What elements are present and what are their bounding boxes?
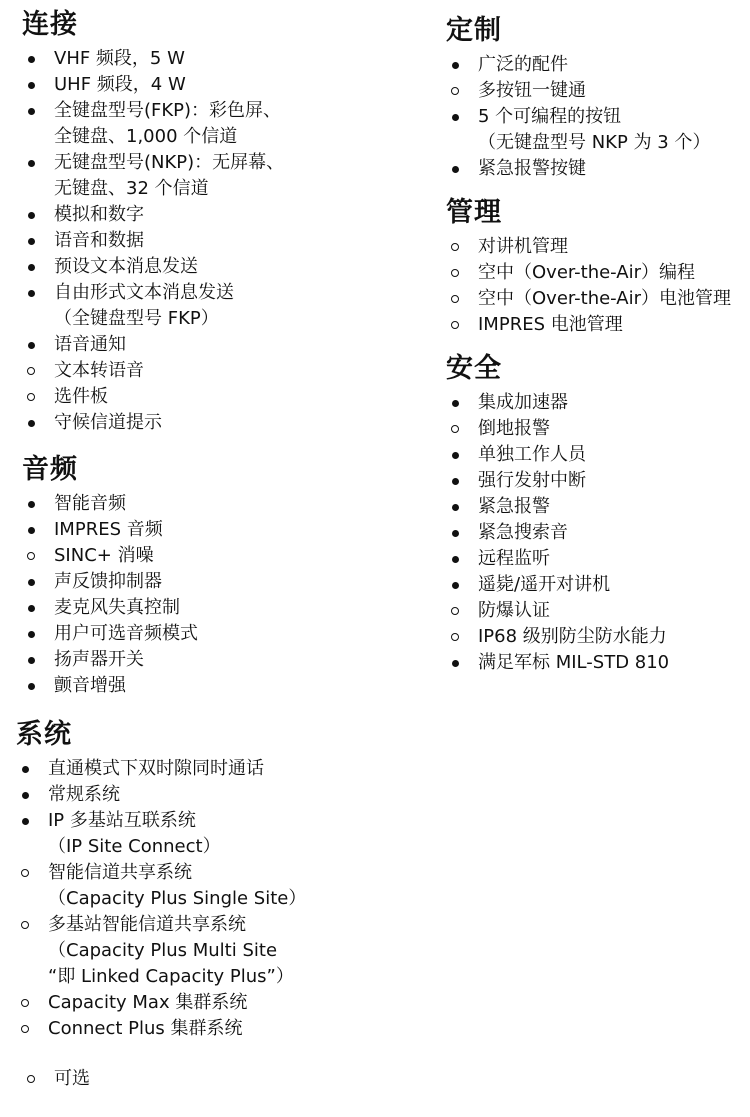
standard-bullet-icon (28, 342, 35, 349)
feature-text: （Capacity Plus Single Site） (48, 888, 307, 909)
section-title-safety: 安全 (446, 353, 502, 384)
feature-text: 扬声器开关 (54, 649, 144, 670)
feature-item (16, 756, 306, 782)
feature-text: 倒地报警 (478, 418, 550, 439)
standard-bullet-icon (452, 166, 459, 173)
optional-bullet-icon (27, 552, 35, 560)
feature-item (22, 410, 284, 436)
feature-item (22, 228, 284, 254)
feature-text: Connect Plus 集群系统 (48, 1018, 243, 1039)
standard-bullet-icon (452, 400, 459, 407)
feature-text: 语音和数据 (54, 230, 144, 251)
feature-item (16, 912, 306, 990)
feature-text: IP68 级别防尘防水能力 (478, 626, 667, 647)
feature-item (22, 72, 284, 98)
feature-item (22, 46, 284, 72)
optional-bullet-icon (451, 243, 459, 251)
standard-bullet-icon (28, 238, 35, 245)
feature-item (446, 104, 710, 156)
feature-text: 麦克风失真控制 (54, 597, 180, 618)
feature-text: 直通模式下双时隙同时通话 (48, 758, 264, 779)
feature-item (446, 156, 710, 182)
section-management (446, 196, 731, 338)
feature-item (22, 673, 198, 699)
standard-bullet-icon (28, 212, 35, 219)
feature-list (446, 390, 669, 676)
feature-text: 用户可选音频模式 (54, 623, 198, 644)
feature-text: 常规系统 (48, 784, 120, 805)
feature-item (446, 442, 669, 468)
feature-list (446, 52, 710, 182)
section-title-management: 管理 (446, 197, 502, 228)
feature-text: 强行发射中断 (478, 470, 586, 491)
feature-text: 智能音频 (54, 493, 126, 514)
feature-item (446, 286, 731, 312)
feature-item (446, 572, 669, 598)
feature-text: （全键盘型号 FKP） (54, 308, 219, 329)
optional-bullet-icon (27, 393, 35, 401)
feature-item (446, 546, 669, 572)
feature-text: 紧急报警 (478, 496, 550, 517)
standard-bullet-icon (28, 657, 35, 664)
feature-text: 满足军标 MIL-STD 810 (478, 652, 670, 673)
section-customization (446, 14, 710, 182)
feature-item (22, 332, 284, 358)
feature-text: Capacity Max 集群系统 (48, 992, 248, 1013)
standard-bullet-icon (28, 501, 35, 508)
feature-list (22, 46, 284, 436)
feature-item (446, 494, 669, 520)
feature-text: 声反馈抑制器 (54, 571, 162, 592)
feature-text: 单独工作人员 (478, 444, 586, 465)
section-title-connectivity: 连接 (22, 9, 78, 40)
standard-bullet-icon (28, 420, 35, 427)
section-system (16, 718, 306, 1042)
optional-bullet-icon (27, 1075, 35, 1083)
feature-text: 远程监听 (478, 548, 550, 569)
optional-bullet-icon (451, 295, 459, 303)
feature-text: 文本转语音 (54, 360, 144, 381)
feature-item (16, 860, 306, 912)
feature-text: 自由形式文本消息发送 (54, 282, 234, 303)
feature-item (446, 520, 669, 546)
standard-bullet-icon (28, 527, 35, 534)
optional-bullet-icon (451, 87, 459, 95)
feature-text: 紧急搜索音 (478, 522, 568, 543)
feature-item (446, 624, 669, 650)
standard-bullet-icon (452, 504, 459, 511)
standard-bullet-icon (22, 792, 29, 799)
standard-bullet-icon (22, 766, 29, 773)
feature-text: 守候信道提示 (54, 412, 162, 433)
feature-item (22, 491, 198, 517)
feature-item (16, 782, 306, 808)
feature-item (22, 543, 198, 569)
feature-list (446, 234, 731, 338)
feature-text: 无键盘、32 个信道 (54, 178, 209, 199)
feature-item (22, 150, 284, 202)
feature-text: （IP Site Connect） (48, 836, 221, 857)
feature-text: 多按钮一键通 (478, 80, 586, 101)
feature-item (446, 468, 669, 494)
optional-bullet-icon (21, 921, 29, 929)
feature-text: 智能信道共享系统 (48, 862, 192, 883)
feature-item (22, 98, 284, 150)
feature-item (16, 1016, 306, 1042)
standard-bullet-icon (28, 56, 35, 63)
feature-item (446, 650, 669, 676)
feature-text: IMPRES 电池管理 (478, 314, 623, 335)
section-connectivity (22, 8, 284, 436)
feature-text: 遥毙/遥开对讲机 (478, 574, 611, 595)
feature-text: SINC+ 消噪 (54, 545, 154, 566)
standard-bullet-icon (452, 530, 459, 537)
feature-item (22, 384, 284, 410)
standard-bullet-icon (28, 160, 35, 167)
standard-bullet-icon (452, 62, 459, 69)
feature-text: 无键盘型号(NKP)：无屏幕、 (54, 152, 285, 173)
section-title-audio: 音频 (22, 454, 78, 485)
feature-text: VHF 频段，5 W (54, 48, 185, 69)
standard-bullet-icon (452, 452, 459, 459)
feature-text: 5 个可编程的按钮 (478, 106, 622, 127)
standard-bullet-icon (452, 114, 459, 121)
feature-text: 多基站智能信道共享系统 (48, 914, 246, 935)
optional-bullet-icon (21, 869, 29, 877)
feature-text: 空中（Over-the-Air）电池管理 (478, 288, 731, 309)
standard-bullet-icon (28, 290, 35, 297)
section-title-customization: 定制 (446, 15, 502, 46)
standard-bullet-icon (28, 579, 35, 586)
standard-bullet-icon (28, 264, 35, 271)
feature-item (22, 254, 284, 280)
feature-list (16, 756, 306, 1042)
feature-item (16, 808, 306, 860)
feature-text: 广泛的配件 (478, 54, 568, 75)
standard-bullet-icon (28, 108, 35, 115)
feature-list (22, 491, 198, 699)
feature-item (16, 990, 306, 1016)
feature-text: （Capacity Plus Multi Site (48, 940, 278, 961)
feature-item (446, 390, 669, 416)
feature-item (22, 647, 198, 673)
feature-item (22, 517, 198, 543)
optional-bullet-icon (451, 321, 459, 329)
legend-item (22, 1066, 90, 1092)
feature-text: 集成加速器 (478, 392, 568, 413)
standard-bullet-icon (22, 818, 29, 825)
standard-bullet-icon (452, 660, 459, 667)
optional-bullet-icon (451, 633, 459, 641)
legend-label: 可选 (54, 1068, 90, 1089)
feature-item (22, 595, 198, 621)
feature-item (22, 202, 284, 228)
standard-bullet-icon (28, 683, 35, 690)
standard-bullet-icon (452, 478, 459, 485)
feature-text: IMPRES 音频 (54, 519, 163, 540)
feature-text: IP 多基站互联系统 (48, 810, 196, 831)
feature-text: 语音通知 (54, 334, 126, 355)
feature-text: 全键盘、1,000 个信道 (54, 126, 238, 147)
feature-item (22, 358, 284, 384)
feature-text: 全键盘型号(FKP)：彩色屏、 (54, 100, 282, 121)
feature-text: （无键盘型号 NKP 为 3 个） (478, 132, 711, 153)
feature-text: 紧急报警按键 (478, 158, 586, 179)
feature-text: 对讲机管理 (478, 236, 568, 257)
feature-text: 预设文本消息发送 (54, 256, 198, 277)
optional-bullet-icon (451, 607, 459, 615)
feature-text: 选件板 (54, 386, 108, 407)
feature-text: 防爆认证 (478, 600, 550, 621)
feature-item (446, 260, 731, 286)
optional-bullet-icon (21, 1025, 29, 1033)
optional-bullet-icon (451, 425, 459, 433)
feature-text: 空中（Over-the-Air）编程 (478, 262, 695, 283)
standard-bullet-icon (452, 556, 459, 563)
feature-text: 颤音增强 (54, 675, 126, 696)
feature-text: UHF 频段，4 W (54, 74, 186, 95)
optional-bullet-icon (27, 367, 35, 375)
legend-optional (22, 1066, 90, 1092)
section-safety (446, 352, 669, 676)
feature-item (446, 312, 731, 338)
feature-text: 模拟和数字 (54, 204, 144, 225)
feature-item (22, 569, 198, 595)
feature-item (446, 416, 669, 442)
feature-item (446, 78, 710, 104)
section-title-system: 系统 (16, 719, 72, 750)
section-audio (22, 453, 198, 699)
feature-item (446, 234, 731, 260)
feature-item (446, 52, 710, 78)
feature-item (22, 621, 198, 647)
optional-bullet-icon (451, 269, 459, 277)
standard-bullet-icon (28, 82, 35, 89)
feature-item (22, 280, 284, 332)
feature-text: “即 Linked Capacity Plus”） (48, 966, 294, 987)
standard-bullet-icon (452, 582, 459, 589)
standard-bullet-icon (28, 605, 35, 612)
feature-item (446, 598, 669, 624)
optional-bullet-icon (21, 999, 29, 1007)
standard-bullet-icon (28, 631, 35, 638)
